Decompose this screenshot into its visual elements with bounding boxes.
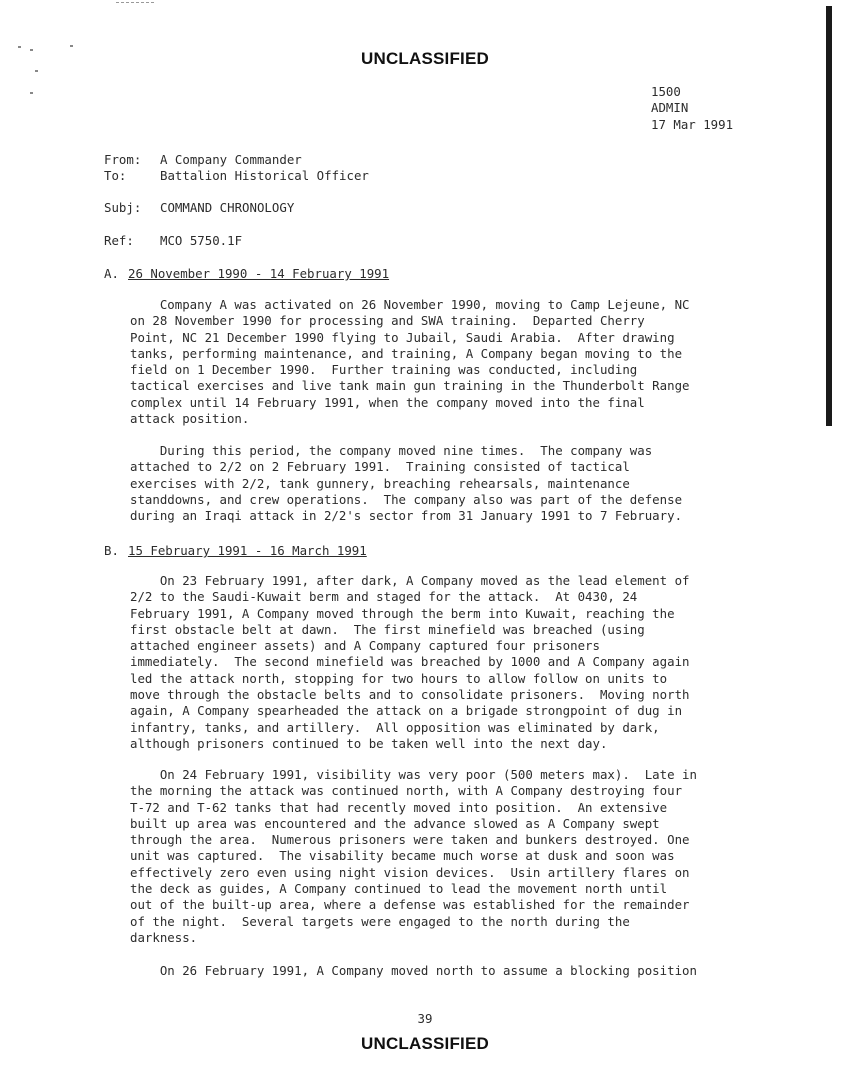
paragraph: On 24 February 1991, visibility was very poor (500 meters max). Late in the morning the attack was continued north, with A Company destroying four T-72 and T-62 tanks that had recently moved into position. An extensive built up area was encountered and the advance slowed as A Company swept through the area. Numerous prisoners were taken and bunkers destroyed. One unit was captured. The visability became much worse at dusk and soon was effectively zero even using night vision devices. Usin artillery flares on the deck as guides, A Company continued to lead the movement north until out of the built-up area, where a defense was established for the remainder of the night. Several targets were engaged to the north during the darkness. — [130, 767, 697, 945]
section-number: B. — [104, 543, 119, 558]
subject-line — [104, 200, 294, 216]
section-title: 15 February 1991 - 16 March 1991 — [128, 543, 367, 558]
paragraph: On 26 February 1991, A Company moved north to assume a blocking position — [130, 963, 697, 978]
reference-label: Ref: — [104, 233, 134, 248]
to-line — [104, 168, 369, 184]
paragraph: On 23 February 1991, after dark, A Company moved as the lead element of 2/2 to the Saudi-Kuwait berm and staged for the attack. At 0430, 24 February 1991, A Company moved through the berm into Kuwait, reaching the first obstacle belt at dawn. The first minefield was breached (using attached engineer assets) and A Company captured four prisoners immediately. The second minefield was breached by 1000 and A Company again led the attack north, stopping for two hours to allow follow on units to move through the obstacle belts and to consolidate prisoners. Moving north again, A Company spearheaded the attack on a brigade strongpoint of dug in infantry, tanks, and artillery. All opposition was eliminated by dark, although prisoners continued to be taken well into the next day. — [130, 573, 690, 751]
subject-value: COMMAND CHRONOLOGY — [160, 200, 295, 215]
scan-edge-bar — [826, 6, 832, 426]
to-label: To: — [104, 168, 127, 183]
scan-speck — [30, 92, 33, 94]
from-line — [104, 152, 302, 168]
scan-mark — [116, 2, 154, 3]
classification-bottom: UNCLASSIFIED — [360, 1034, 490, 1053]
section-title: 26 November 1990 - 14 February 1991 — [128, 266, 390, 281]
paragraph: Company A was activated on 26 November 1990, moving to Camp Lejeune, NC on 28 November 1990 for processing and SWA training. Departed Cherry Point, NC 21 December 1990 flying to Jubail, Saudi Arabia. After drawing tanks, performing maintenance, and training, A Company began moving to the field on 1 December 1990. Further training was conducted, including tactical exercises and live tank main gun training in the Thunderbolt Range complex until 14 February 1991, when the company moved into the final attack position. — [130, 297, 690, 427]
section-heading-b — [104, 543, 367, 559]
from-value: A Company Commander — [160, 152, 302, 167]
from-label: From: — [104, 152, 142, 167]
header-block — [651, 84, 733, 133]
reference-value: MCO 5750.1F — [160, 233, 243, 248]
page-number: 39 — [417, 1011, 433, 1026]
ssic-code: 1500 — [651, 84, 681, 99]
section-heading-a — [104, 266, 389, 282]
to-value: Battalion Historical Officer — [160, 168, 369, 183]
reference-line — [104, 233, 242, 249]
scan-speck — [70, 45, 73, 47]
subject-label: Subj: — [104, 200, 142, 215]
scan-speck — [35, 70, 38, 72]
document-date: 17 Mar 1991 — [651, 116, 734, 132]
classification-top: UNCLASSIFIED — [360, 49, 490, 68]
paragraph: During this period, the company moved nine times. The company was attached to 2/2 on 2 February 1991. Training consisted of tactical exercises with 2/2, tank gunnery, breaching rehearsals, maintenance standdowns, and crew operations. The company also was part of the defense during an Iraqi attack in 2/2's sector from 31 January 1991 to 7 February. — [130, 443, 683, 524]
office-code: ADMIN — [651, 100, 689, 116]
scan-speck — [18, 46, 21, 48]
section-number: A. — [104, 266, 119, 281]
